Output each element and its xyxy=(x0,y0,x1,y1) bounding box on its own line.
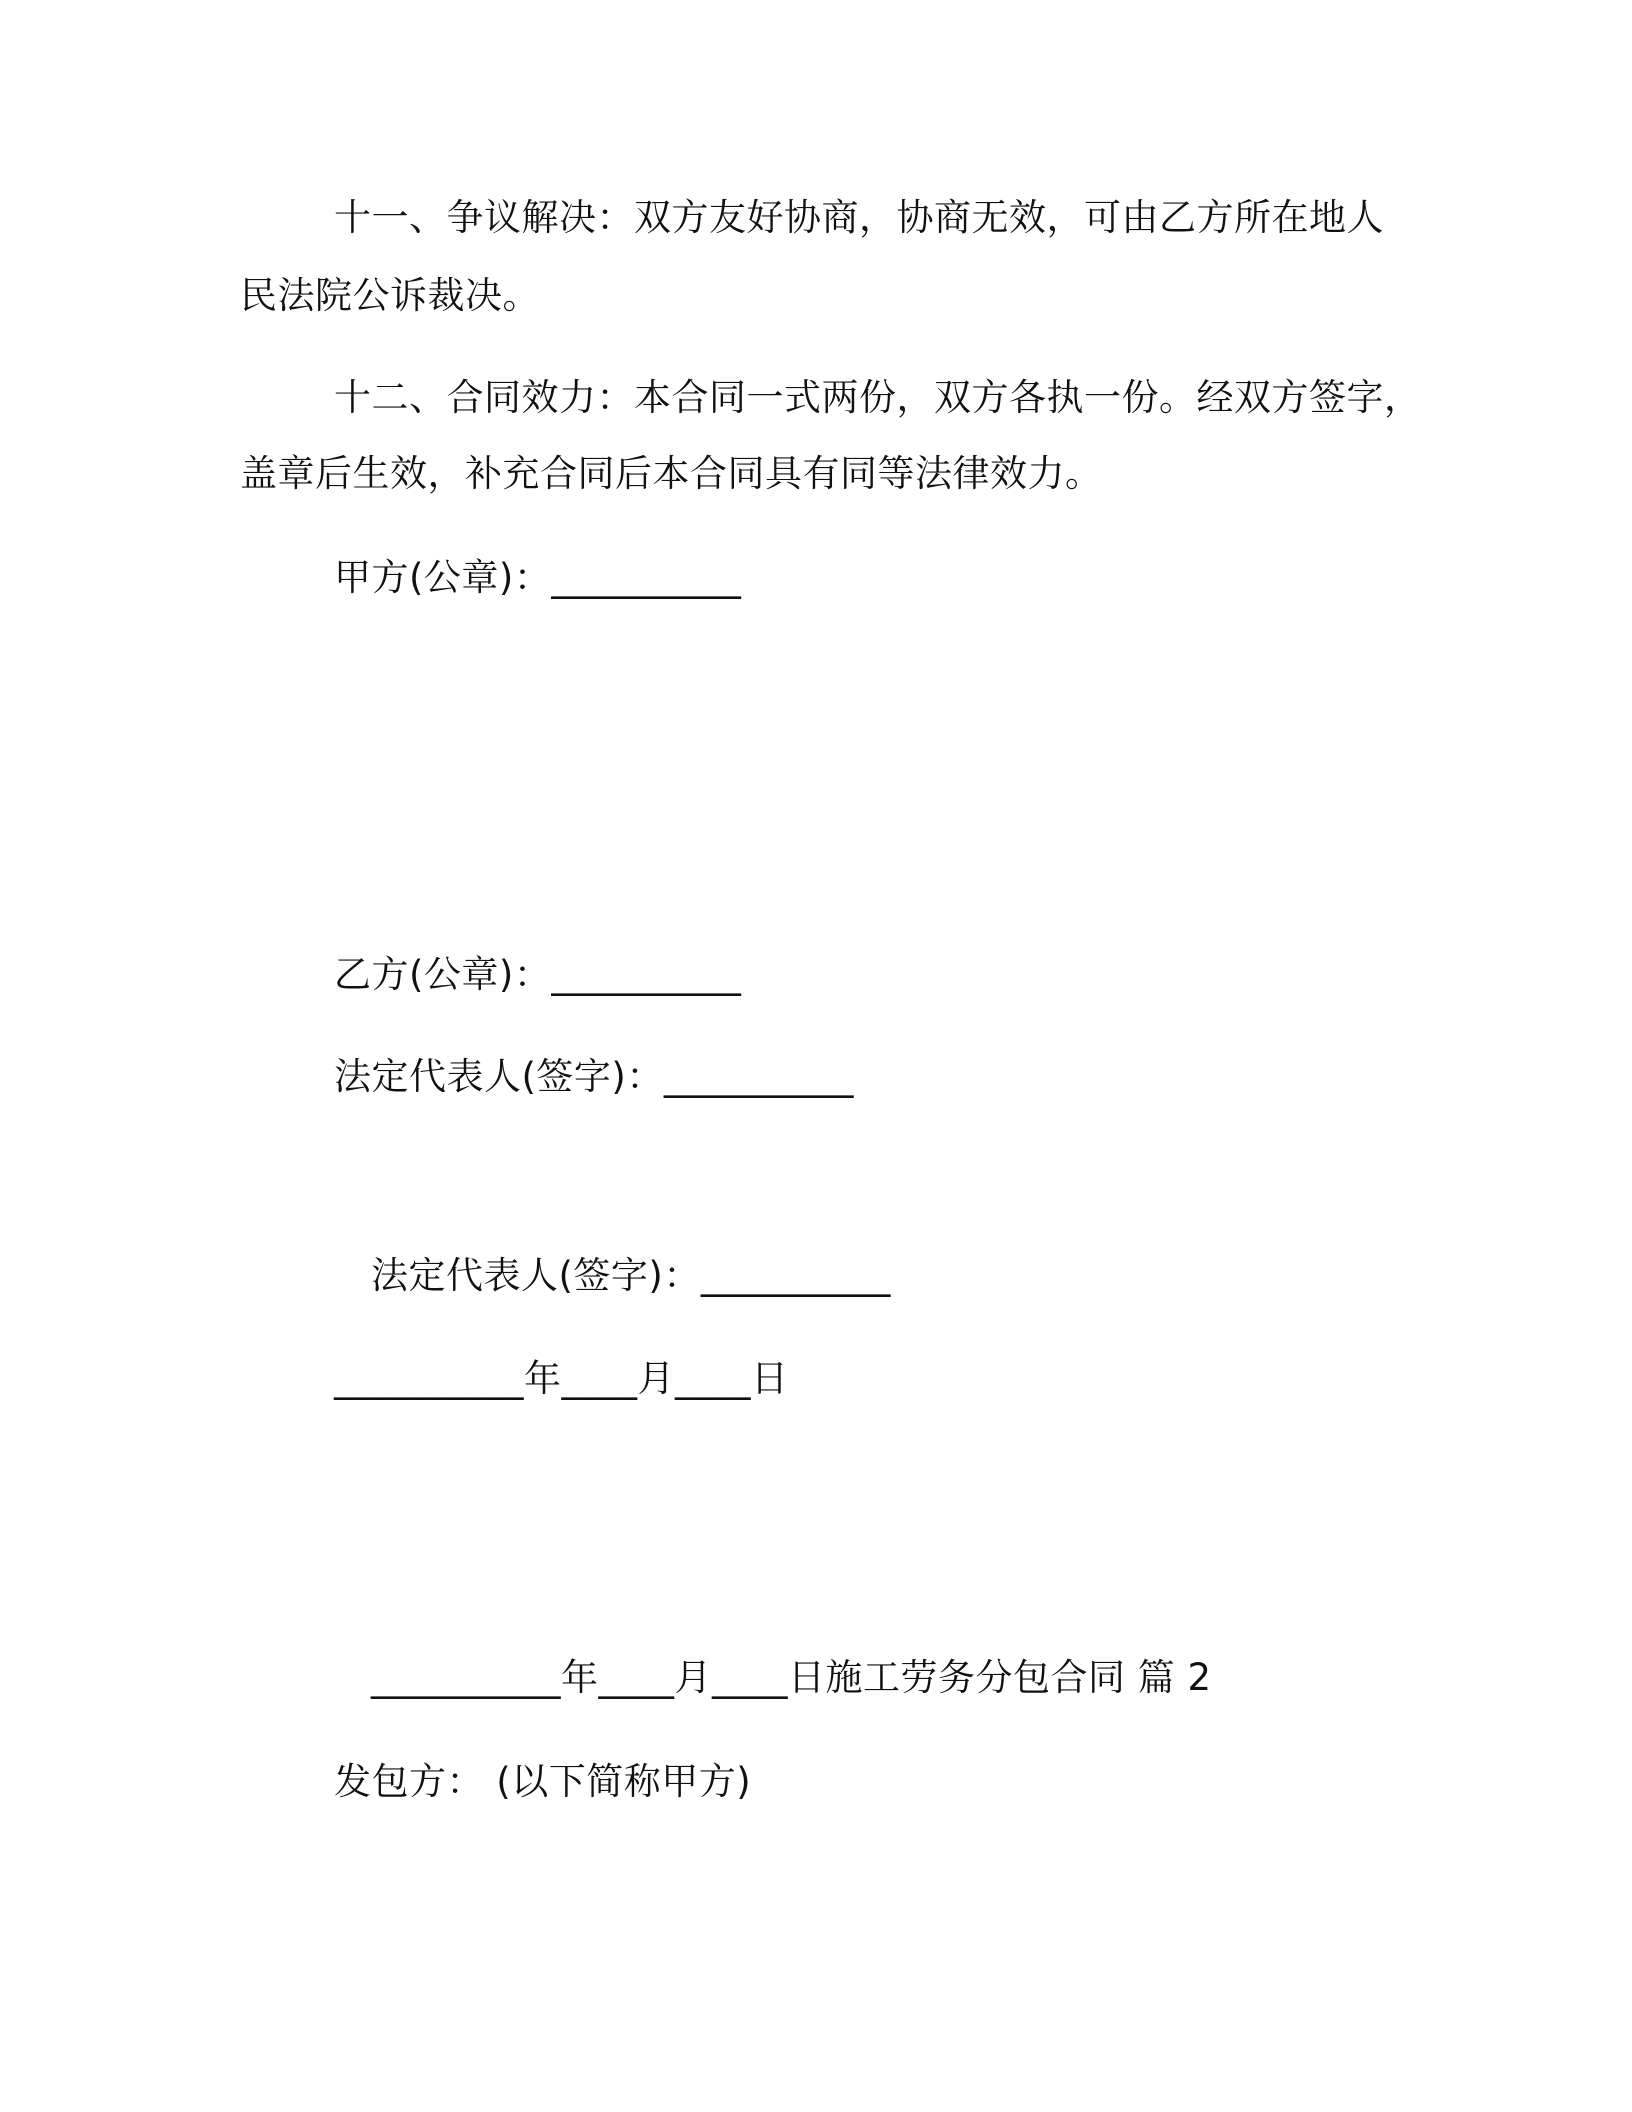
clause-11-line-1: 十一、争议解决：双方友好协商，协商无效，可由乙方所在地人 xyxy=(334,196,1384,239)
party-b-seal-field: 乙方(公章)：__________ xyxy=(334,953,742,996)
clause-12-line-2: 盖章后生效，补充合同后本合同具有同等法律效力。 xyxy=(240,452,1103,495)
contractor-field: 发包方： (以下简称甲方) xyxy=(334,1760,752,1803)
clause-12-line-1: 十二、合同效力：本合同一式两份，双方各执一份。经双方签字， xyxy=(334,376,1422,419)
date-field: __________年____月____日 xyxy=(334,1357,789,1400)
clause-11-line-2: 民法院公诉裁决。 xyxy=(240,274,540,317)
section-2-title: __________年____月____日施工劳务分包合同 篇 2 xyxy=(371,1656,1212,1699)
party-a-seal-field: 甲方(公章)：__________ xyxy=(334,556,742,599)
legal-representative-field-1: 法定代表人(签字)：__________ xyxy=(334,1055,854,1098)
legal-representative-field-2: 法定代表人(签字)：__________ xyxy=(371,1254,891,1297)
